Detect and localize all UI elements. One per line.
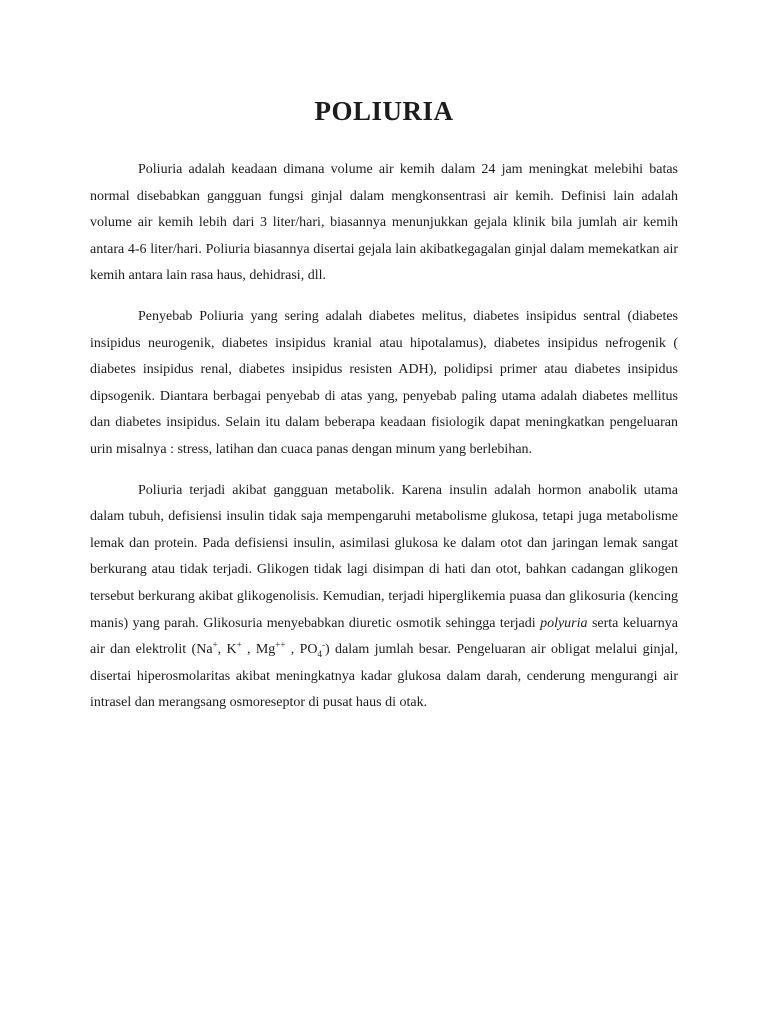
separator-po: , PO bbox=[285, 642, 318, 658]
mechanism-text-3: ) dalam jumlah besar. Pengeluaran air obligat melalui ginjal, disertai hiperosmolaritas akibat meningkatnya kadar glukosa dalam darah, cenderung mengurangi air intrasel dan merangsang osmoreseptor di pusat haus di otak. bbox=[90, 642, 678, 711]
mechanism-text-1: Poliuria terjadi akibat gangguan metabolik. Karena insulin adalah hormon anabolik utama dalam tubuh, defisiensi insulin tidak saja mempengaruhi metabolisme glukosa, tetapi juga metabolisme lemak dan protein. Pada defisiensi insulin, asimilasi glukosa ke dalam otot dan jaringan lemak sangat berkurang atau tidak terjadi. Glikogen tidak lagi disimpan di hati dan otot, bahkan cadangan glikogen tersebut berkurang akibat glikogenolisis. Kemudian, terjadi hiperglikemia puasa dan glikosuria (kencing manis) yang parah. Glikosuria menyebabkan diuretic osmotik sehingga terjadi bbox=[90, 482, 678, 631]
page-title: POLIURIA bbox=[314, 96, 454, 126]
separator-k: , K bbox=[217, 642, 237, 658]
phosphate-subscript: 4 bbox=[317, 648, 323, 659]
polyuria-term: polyuria bbox=[540, 615, 588, 631]
mechanism-text-2: serta keluarnya air dan elektrolit (Na bbox=[90, 615, 679, 658]
paragraph-causes: Penyebab Poliuria yang sering adalah diabetes melitus, diabetes insipidus sentral (diabetes insipidus neurogenik, diabetes insipidus kranial atau hipotalamus), diabetes insipidus nefrogenik ( diabetes insipidus renal, diabetes insipidus resisten ADH), polidipsi primer atau diabetes insipidus dipsogenik. Diantara berbagai penyebab di atas yang, penyebab paling utama adalah diabetes mellitus dan diabetes insipidus. Selain itu dalam beberapa keadaan fisiologik dapat meningkatkan pengeluaran urin misalnya : stress, latihan dan cuaca panas dengan minum yang berlebihan. bbox=[90, 308, 678, 457]
phosphate-charge: - bbox=[322, 639, 326, 650]
magnesium-charge: ++ bbox=[275, 639, 286, 650]
paragraph-mechanism bbox=[90, 478, 678, 717]
potassium-charge: + bbox=[236, 639, 242, 650]
sodium-charge: + bbox=[212, 639, 218, 650]
separator-mg: , Mg bbox=[241, 642, 276, 658]
paragraph-definition: Poliuria adalah keadaan dimana volume air kemih dalam 24 jam meningkat melebihi batas normal disebabkan gangguan fungsi ginjal dalam mengkonsentrasi air kemih. Definisi lain adalah volume air kemih lebih dari 3 liter/hari, biasannya menunjukkan gejala klinik bila jumlah air kemih antara 4-6 liter/hari. Poliuria biasannya disertai gejala lain akibatkegagalan ginjal dalam memekatkan air kemih antara lain rasa haus, dehidrasi, dll. bbox=[90, 162, 678, 284]
